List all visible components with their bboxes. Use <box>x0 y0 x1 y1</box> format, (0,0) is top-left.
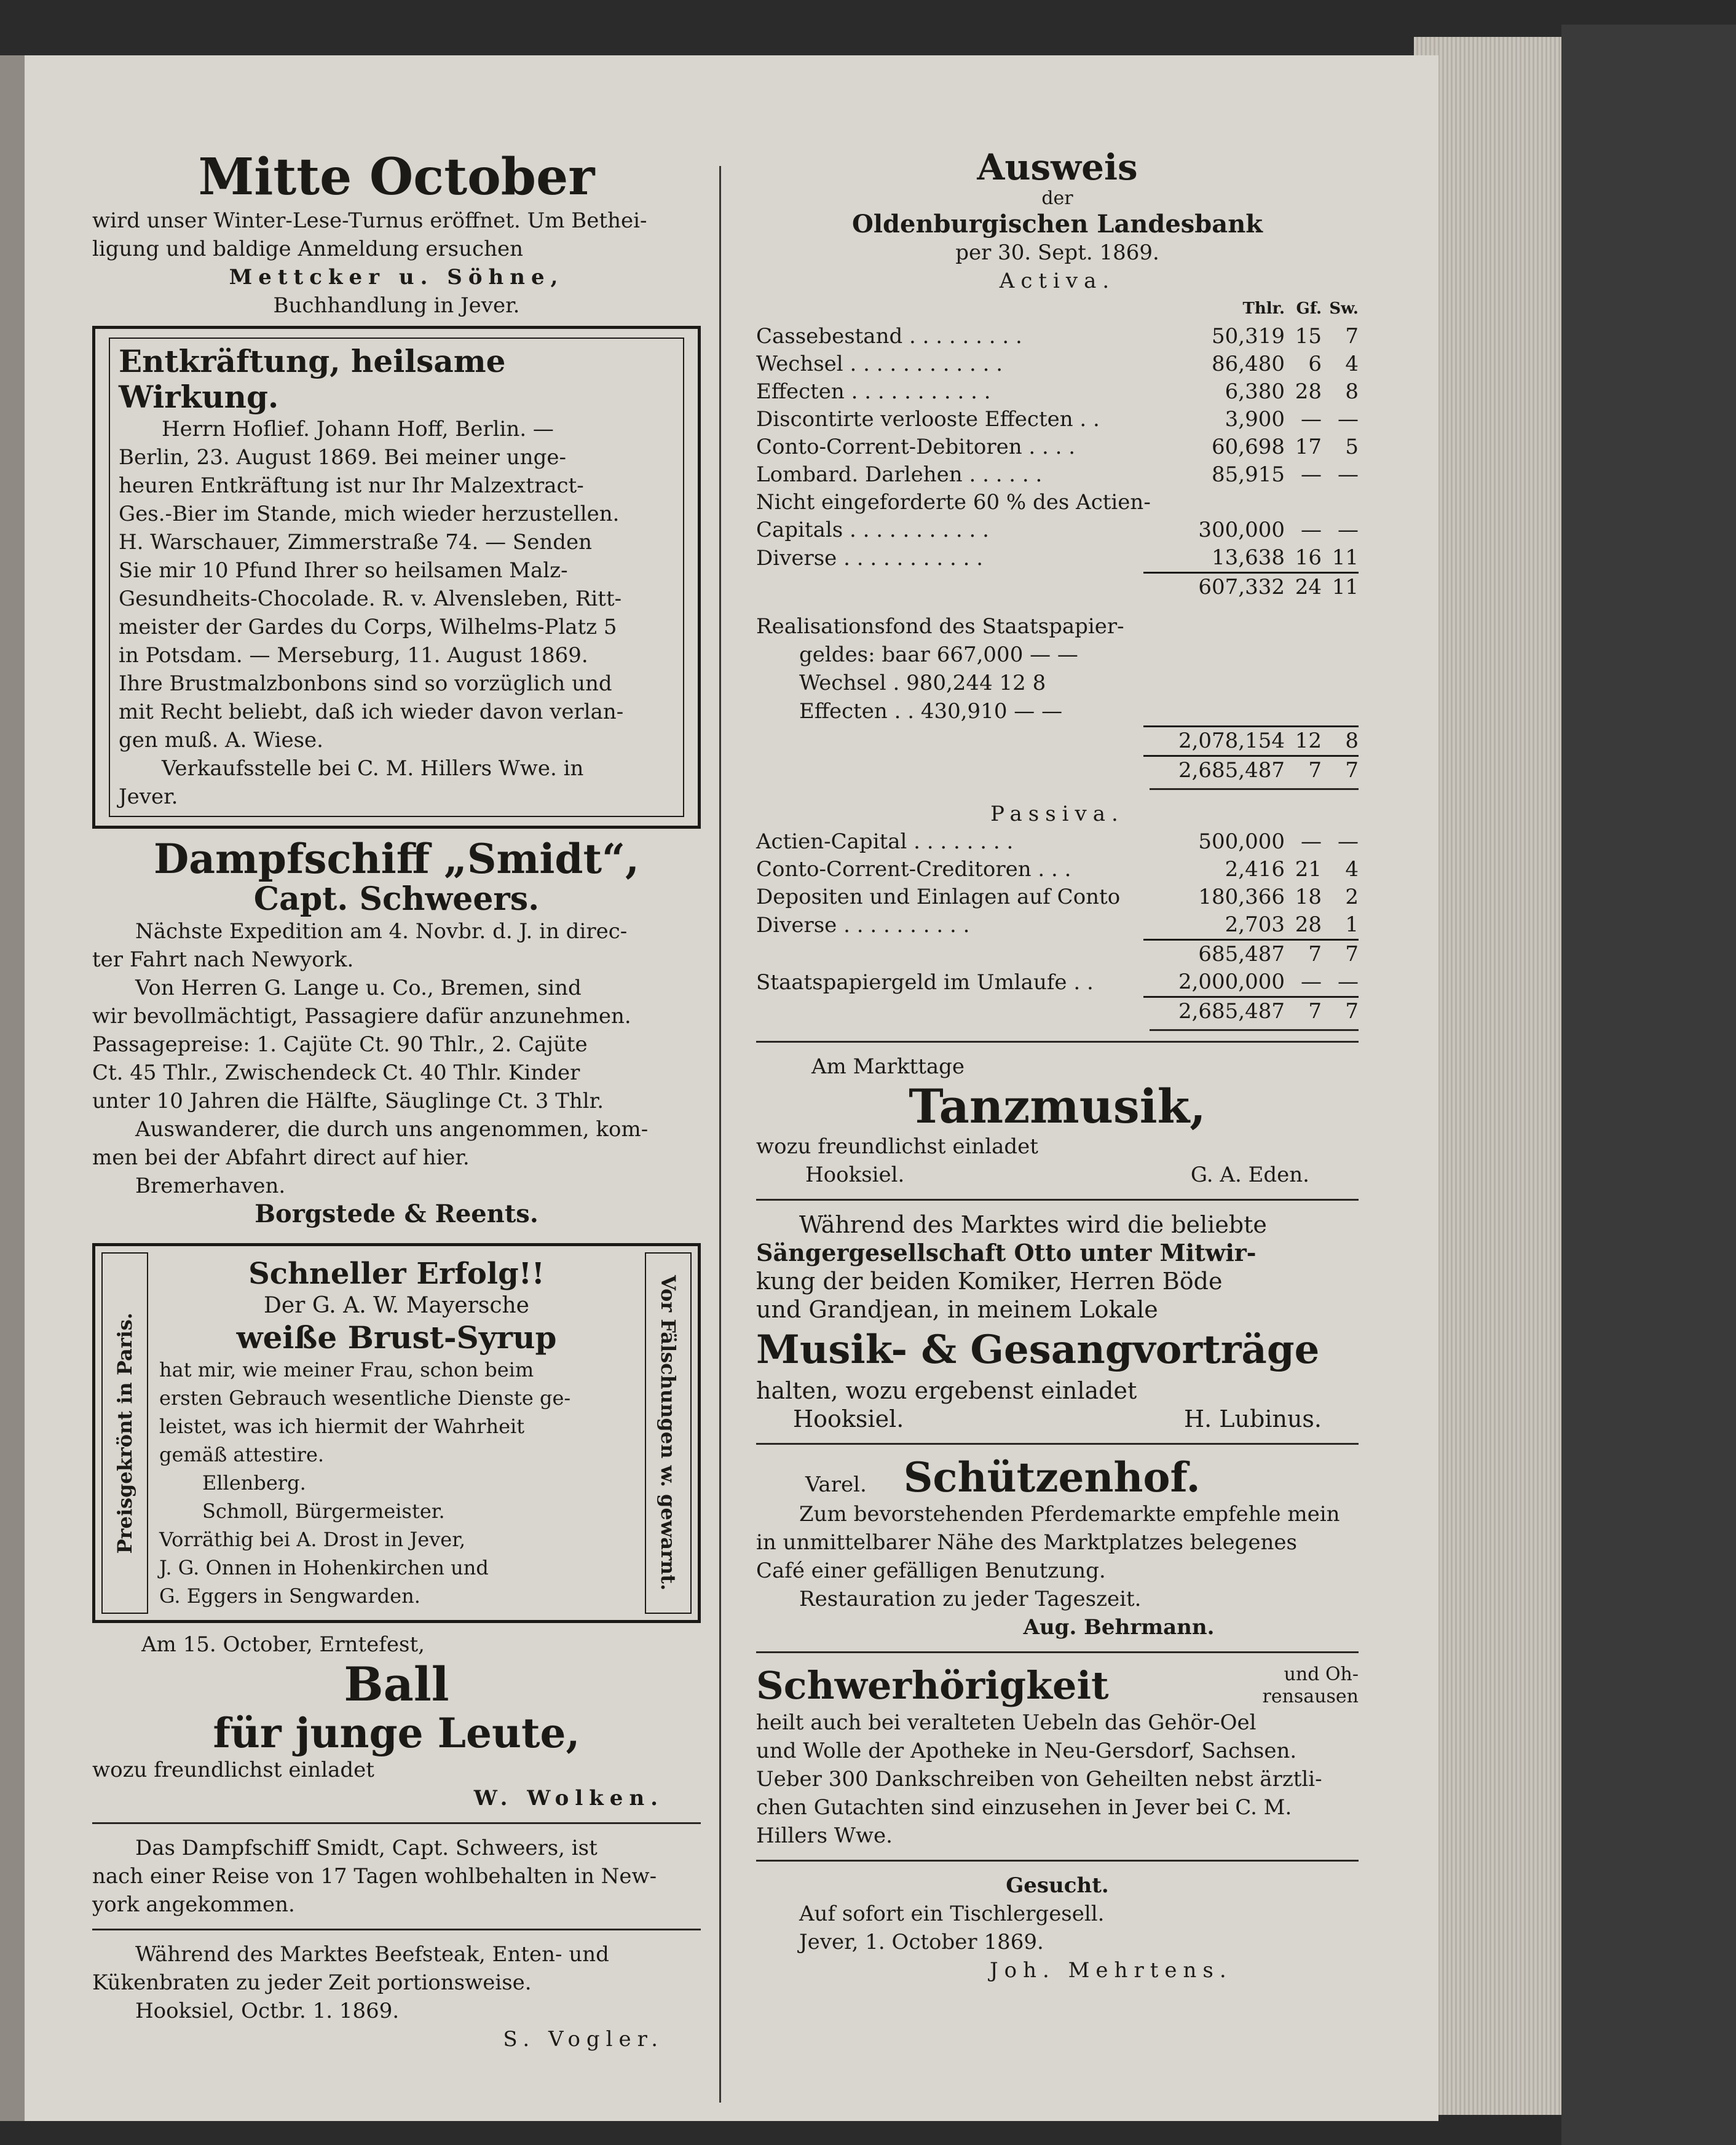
ad-subtitle: Capt. Schweers. <box>253 880 540 918</box>
ad-line: J. G. Onnen in Hohenkirchen und <box>159 1556 489 1579</box>
ad-line: H. Warschauer, Zimmerstraße 74. — Senden <box>119 530 592 555</box>
ad-line: Nächste Expedition am 4. Novbr. d. J. in direc- <box>135 919 628 944</box>
ad-line: wozu freundlichst einladet <box>756 1134 1038 1159</box>
divider <box>92 1929 701 1930</box>
ad-line: Hillers Wwe. <box>756 1823 893 1848</box>
row-label: Staatspapiergeld im Umlaufe . . <box>756 970 1094 995</box>
ad-line: halten, wozu ergebenst einladet <box>756 1377 1137 1404</box>
ad-line: Während des Marktes Beefsteak, Enten- und <box>135 1942 609 1967</box>
table-row <box>756 883 1359 911</box>
ad-line: chen Gutachten sind einzusehen in Jever bei C. M. <box>756 1795 1292 1820</box>
row-label: Conto-Corrent-Creditoren . . . <box>756 857 1071 882</box>
ad-line: in unmittelbarer Nähe des Marktplatzes belegenes <box>756 1530 1297 1555</box>
ad-line: Bremerhaven. <box>135 1174 286 1198</box>
ad-place: Hooksiel. <box>805 1163 905 1187</box>
row-gr: 28 <box>1295 379 1322 404</box>
ad-signature: Mettcker u. Söhne, <box>229 265 564 290</box>
row-pf: — <box>1338 518 1359 542</box>
col-head-gr: Gf. <box>1296 299 1322 318</box>
ad-ball <box>92 1630 701 1812</box>
ad-line: hat mir, wie meiner Frau, schon beim <box>159 1358 534 1381</box>
row-pf: 8 <box>1345 379 1359 404</box>
row-gr: — <box>1301 970 1322 994</box>
left-column <box>92 148 701 2053</box>
table-row <box>756 911 1359 940</box>
divider <box>92 1822 701 1824</box>
book-cover <box>1561 25 1736 2145</box>
row-thlr: 2,703 <box>1225 912 1285 937</box>
ad-line: Ihre Brustmalzbonbons sind so vorzüglich und <box>119 671 612 696</box>
ad-place: Hooksiel. <box>793 1405 904 1432</box>
row-label: Wechsel . . . . . . . . . . . . <box>756 352 1003 376</box>
row-pf: 1 <box>1345 912 1359 937</box>
row-pf: 4 <box>1345 352 1359 376</box>
ad-line: gen muß. A. Wiese. <box>119 728 323 753</box>
row-pf: 7 <box>1322 940 1359 969</box>
binding-gutter <box>0 55 25 2121</box>
ad-place: Varel. <box>805 1472 867 1497</box>
ad-line: Verkaufsstelle bei C. M. Hillers Wwe. in <box>162 756 584 781</box>
ad-line: ter Fahrt nach Newyork. <box>92 947 354 972</box>
col-head-pf: Sw. <box>1329 299 1359 318</box>
row-label: Effecten . . . . . . . . . . . <box>756 379 991 404</box>
side-label-right <box>645 1252 692 1614</box>
ad-line: Kükenbraten zu jeder Zeit portionsweise. <box>92 1970 532 1995</box>
activa-subtotal-row <box>756 573 1359 602</box>
ad-line: und Grandjean, in meinem Lokale <box>756 1296 1158 1323</box>
column-divider <box>719 166 721 2103</box>
col-head-thlr: Thlr. <box>1242 299 1285 318</box>
ad-signature: G. A. Eden. <box>1190 1163 1309 1187</box>
row-thlr: 60,698 <box>1212 435 1285 459</box>
table-row <box>756 406 1359 433</box>
row-gr: 16 <box>1295 545 1322 570</box>
table-row <box>756 856 1359 883</box>
row-gr: 15 <box>1295 324 1322 349</box>
ad-line: Passagepreise: 1. Cajüte Ct. 90 Thlr., 2. Cajüte <box>92 1032 588 1057</box>
realisation-line: Wechsel . 980,244 12 8 <box>799 671 1046 695</box>
ad-line: wozu freundlichst einladet <box>92 1758 374 1782</box>
row-gr: — <box>1301 518 1322 542</box>
row-thlr: 500,000 <box>1198 829 1285 854</box>
ad-line: gemäß attestire. <box>159 1443 325 1466</box>
ad-title: Musik- & Gesangvorträge <box>756 1327 1320 1373</box>
row-gr: 17 <box>1295 435 1322 459</box>
divider <box>756 1041 1359 1043</box>
row-pf: 7 <box>1322 756 1359 785</box>
row-pf: — <box>1338 407 1359 432</box>
row-pf: 4 <box>1345 857 1359 882</box>
ad-product: weiße Brust-Syrup <box>236 1319 557 1356</box>
ad-line: wird unser Winter-Lese-Turnus eröffnet. Um Bethei- <box>92 208 647 233</box>
divider <box>756 1651 1359 1653</box>
ad-title: Tanzmusik, <box>909 1079 1206 1134</box>
ad-title: Mitte October <box>198 148 595 207</box>
ad-line: Auswanderer, die durch uns angenommen, kom- <box>135 1117 649 1142</box>
row-thlr: 3,900 <box>1225 407 1285 432</box>
row-gr: 12 <box>1285 727 1322 756</box>
ad-line: men bei der Abfahrt direct auf hier. <box>92 1145 470 1170</box>
ad-header <box>756 1455 1359 1500</box>
row-thlr: 180,366 <box>1198 885 1285 909</box>
row-label: Lombard. Darlehen . . . . . . <box>756 462 1043 487</box>
side-text: Preisgekrönt in Paris. <box>113 1312 136 1554</box>
ad-line: Zum bevorstehenden Pferdemarkte empfehle mein <box>799 1502 1340 1527</box>
ad-signature: W. Wolken. <box>473 1786 664 1811</box>
statement-date: per 30. Sept. 1869. <box>955 240 1159 265</box>
realisation-line: Effecten . . 430,910 — — <box>799 699 1063 724</box>
row-thlr: 2,078,154 <box>1143 727 1285 756</box>
row-thlr: 86,480 <box>1212 352 1285 376</box>
row-label: Discontirte verlooste Effecten . . <box>756 407 1100 432</box>
row-gr: 18 <box>1295 885 1322 909</box>
ad-footer <box>756 1161 1359 1189</box>
ad-title: Ball <box>344 1657 449 1712</box>
ad-line: Schmoll, Bürgermeister. <box>202 1499 445 1523</box>
ad-header <box>756 1663 1359 1708</box>
ad-line: Vorräthig bei A. Drost in Jever, <box>159 1528 466 1551</box>
ad-gesucht <box>756 1871 1359 1985</box>
row-thlr: 6,380 <box>1225 379 1285 404</box>
notice-smidt-arrived <box>92 1834 701 1919</box>
row-gr: 7 <box>1285 940 1322 969</box>
realisation-line: geldes: baar 667,000 — — <box>799 642 1078 667</box>
ad-line: und Wolle der Apotheke in Neu-Gersdorf, Sachsen. <box>756 1739 1297 1763</box>
row-label: Diverse . . . . . . . . . . <box>756 912 970 938</box>
ad-line: Gesundheits-Chocolade. R. v. Alvensleben, Ritt- <box>119 587 622 611</box>
ad-signature: Aug. Behrmann. <box>1023 1615 1215 1640</box>
ad-aside-line: rensausen <box>1262 1686 1359 1707</box>
row-pf: 7 <box>1322 997 1359 1026</box>
divider <box>756 1443 1359 1445</box>
ad-line: Ct. 45 Thlr., Zwischendeck Ct. 40 Thlr. Kinder <box>92 1061 580 1085</box>
ad-line: Während des Marktes wird die beliebte <box>799 1211 1267 1238</box>
table-row <box>756 968 1359 997</box>
ad-hoff <box>92 326 701 829</box>
newspaper-page <box>25 55 1438 2121</box>
table-row <box>756 378 1359 406</box>
ad-title: Dampfschiff „Smidt“, <box>153 835 640 883</box>
row-pf: 8 <box>1322 727 1359 756</box>
statement-title: Ausweis <box>977 146 1138 188</box>
row-thlr: 85,915 <box>1212 462 1285 487</box>
ad-line: leistet, was ich hiermit der Wahrheit <box>159 1415 525 1438</box>
ad-line: Ges.-Bier im Stande, mich wieder herzustellen. <box>119 502 620 526</box>
bank-statement <box>756 148 1359 1031</box>
row-gr: — <box>1301 829 1322 854</box>
ad-line: G. Eggers in Sengwarden. <box>159 1584 420 1608</box>
ad-line: Hooksiel, Octbr. 1. 1869. <box>135 1999 400 2023</box>
right-column <box>756 148 1359 1985</box>
statement-bank-name: Oldenburgischen Landesbank <box>852 210 1263 239</box>
row-gr: 6 <box>1308 352 1322 376</box>
table-row <box>756 323 1359 350</box>
ad-intro: Am 15. October, Erntefest, <box>141 1632 425 1657</box>
ad-line: Auf sofort ein Tischlergesell. <box>799 1902 1105 1926</box>
ad-line: Herrn Hoflief. Johann Hoff, Berlin. — <box>162 417 554 441</box>
row-label: Depositen und Einlagen auf Conto <box>756 885 1121 909</box>
passiva-total-row <box>756 997 1359 1026</box>
ad-line: mit Recht beliebt, daß ich wieder davon verlan- <box>119 700 624 724</box>
row-gr: 28 <box>1295 912 1322 937</box>
ad-line: unter 10 Jahren die Hälfte, Säuglinge Ct. 3 Thlr. <box>92 1089 604 1113</box>
table-row <box>756 350 1359 378</box>
ad-title: Schneller Erfolg!! <box>248 1257 545 1291</box>
ad-aside-line: und Oh- <box>1284 1664 1359 1685</box>
ad-line: Jever, 1. October 1869. <box>799 1930 1044 1954</box>
row-thlr: 2,685,487 <box>1143 997 1285 1026</box>
ad-line: kung der beiden Komiker, Herren Böde <box>756 1268 1223 1295</box>
passiva-table <box>756 828 1359 1025</box>
ad-line: ligung und baldige Anmeldung ersuchen <box>92 237 523 261</box>
table-row <box>756 516 1359 544</box>
ad-dampfschiff-smidt <box>92 836 701 1228</box>
divider <box>756 1199 1359 1201</box>
ad-title: Schützenhof. <box>903 1453 1201 1501</box>
table-row <box>756 544 1359 573</box>
row-gr: 21 <box>1295 857 1322 882</box>
row-label: Diverse . . . . . . . . . . . <box>756 545 984 571</box>
ad-mitte-october <box>92 148 701 320</box>
ad-line: heuren Entkräftung ist nur Ihr Malzextract- <box>119 473 584 498</box>
activa-total-row <box>756 756 1359 785</box>
ad-title: Schwerhörigkeit <box>756 1663 1109 1708</box>
ad-place: Buchhandlung in Jever. <box>273 293 520 318</box>
ad-line: heilt auch bei veralteten Uebeln das Gehör-Oel <box>756 1710 1257 1735</box>
row-pf: 7 <box>1345 324 1359 349</box>
ad-line: Sie mir 10 Pfund Ihrer so heilsamen Malz- <box>119 558 568 583</box>
activa-table <box>756 295 1359 601</box>
realisation-line: Realisationsfond des Staatspapier- <box>756 614 1124 639</box>
passiva-heading: Passiva. <box>990 802 1124 826</box>
realisation-block <box>756 612 1359 725</box>
ad-line: Von Herren G. Lange u. Co., Bremen, sind <box>135 976 582 1000</box>
ad-schuetzenhof <box>756 1455 1359 1641</box>
ad-tanzmusik <box>756 1053 1359 1189</box>
ad-title: Gesucht. <box>1006 1873 1109 1898</box>
row-pf: 2 <box>1345 885 1359 909</box>
row-label: Capitals . . . . . . . . . . . <box>756 518 989 542</box>
ad-line: in Potsdam. — Merseburg, 11. August 1869. <box>119 643 588 668</box>
row-thlr: 50,319 <box>1212 324 1285 349</box>
column-headers <box>756 295 1359 323</box>
ad-hoff-inner <box>109 338 684 817</box>
row-gr: — <box>1301 407 1322 432</box>
row-pf: — <box>1338 970 1359 994</box>
ad-title: Entkräftung, heilsame Wirkung. <box>119 343 506 415</box>
ad-signature: Joh. Mehrtens. <box>990 1958 1233 1983</box>
double-rule <box>1150 1029 1359 1031</box>
notice-line: nach einer Reise von 17 Tagen wohlbehalten in New- <box>92 1864 657 1889</box>
ad-schwerhoerigkeit <box>756 1663 1359 1850</box>
ad-line: Berlin, 23. August 1869. Bei meiner unge- <box>119 445 566 470</box>
ad-brust-syrup <box>92 1243 701 1623</box>
row-gr: 24 <box>1285 573 1322 602</box>
ad-line: Restauration zu jeder Tageszeit. <box>799 1587 1142 1611</box>
row-label: Cassebestand . . . . . . . . . <box>756 324 1022 349</box>
row-gr: 7 <box>1285 756 1322 785</box>
ad-subtitle: für junge Leute, <box>213 1709 580 1757</box>
ad-beefsteak <box>92 1940 701 2053</box>
table-row <box>756 461 1359 489</box>
row-thlr: 607,332 <box>1143 573 1285 602</box>
row-label: Nicht eingeforderte 60 % des Actien- <box>756 490 1151 515</box>
activa-totals-table <box>756 725 1359 784</box>
row-gr: — <box>1301 462 1322 487</box>
row-gr: 7 <box>1285 997 1322 1026</box>
row-pf: 5 <box>1345 435 1359 459</box>
ad-aside <box>1119 1664 1359 1708</box>
notice-line: Das Dampfschiff Smidt, Capt. Schweers, ist <box>135 1836 598 1860</box>
ad-line: Sängergesellschaft Otto unter Mitwir- <box>756 1239 1257 1266</box>
ad-signature: Borgstede & Reents. <box>254 1199 539 1228</box>
side-text: Vor Fälschungen w. gewarnt. <box>657 1275 680 1591</box>
divider <box>756 1860 1359 1862</box>
ad-footer <box>756 1405 1359 1433</box>
notice-line: york angekommen. <box>92 1892 295 1917</box>
row-thlr: 13,638 <box>1212 545 1285 570</box>
ad-saengergesellschaft <box>756 1211 1359 1433</box>
table-row <box>756 433 1359 461</box>
row-pf: 11 <box>1332 545 1359 570</box>
ad-signature: S. Vogler. <box>503 2027 664 2052</box>
double-rule <box>1150 788 1359 790</box>
ad-line: Der G. A. W. Mayersche <box>264 1293 529 1318</box>
row-thlr: 2,685,487 <box>1143 756 1285 785</box>
ad-line: wir bevollmächtigt, Passagiere dafür anzunehmen. <box>92 1004 631 1029</box>
row-label: Actien-Capital . . . . . . . . <box>756 829 1014 854</box>
row-pf: — <box>1338 829 1359 854</box>
table-row <box>756 489 1359 516</box>
passiva-subtotal-row <box>756 940 1359 969</box>
table-row <box>756 828 1359 856</box>
ad-line: meister der Gardes du Corps, Wilhelms-Platz 5 <box>119 615 617 639</box>
row-thlr: 685,487 <box>1143 940 1285 969</box>
activa-heading: Activa. <box>999 269 1116 293</box>
ad-intro: Am Markttage <box>811 1054 965 1079</box>
statement-der: der <box>1041 188 1073 209</box>
ad-line: Ueber 300 Dankschreiben von Geheilten nebst ärztli- <box>756 1767 1322 1791</box>
ad-line: Café einer gefälligen Benutzung. <box>756 1558 1106 1583</box>
ad-signature: H. Lubinus. <box>1183 1405 1322 1432</box>
ad-line: Ellenberg. <box>202 1471 306 1495</box>
row-label: Conto-Corrent-Debitoren . . . . <box>756 435 1076 459</box>
realisation-sum-row <box>756 727 1359 756</box>
row-thlr: 2,000,000 <box>1178 970 1285 994</box>
ad-body <box>148 1252 645 1614</box>
side-label-left <box>101 1252 148 1614</box>
ad-line: ersten Gebrauch wesentliche Dienste ge- <box>159 1386 571 1410</box>
ad-line: Jever. <box>119 784 178 809</box>
row-thlr: 300,000 <box>1198 518 1285 542</box>
row-pf: 11 <box>1322 573 1359 602</box>
row-pf: — <box>1338 462 1359 487</box>
row-thlr: 2,416 <box>1225 857 1285 882</box>
